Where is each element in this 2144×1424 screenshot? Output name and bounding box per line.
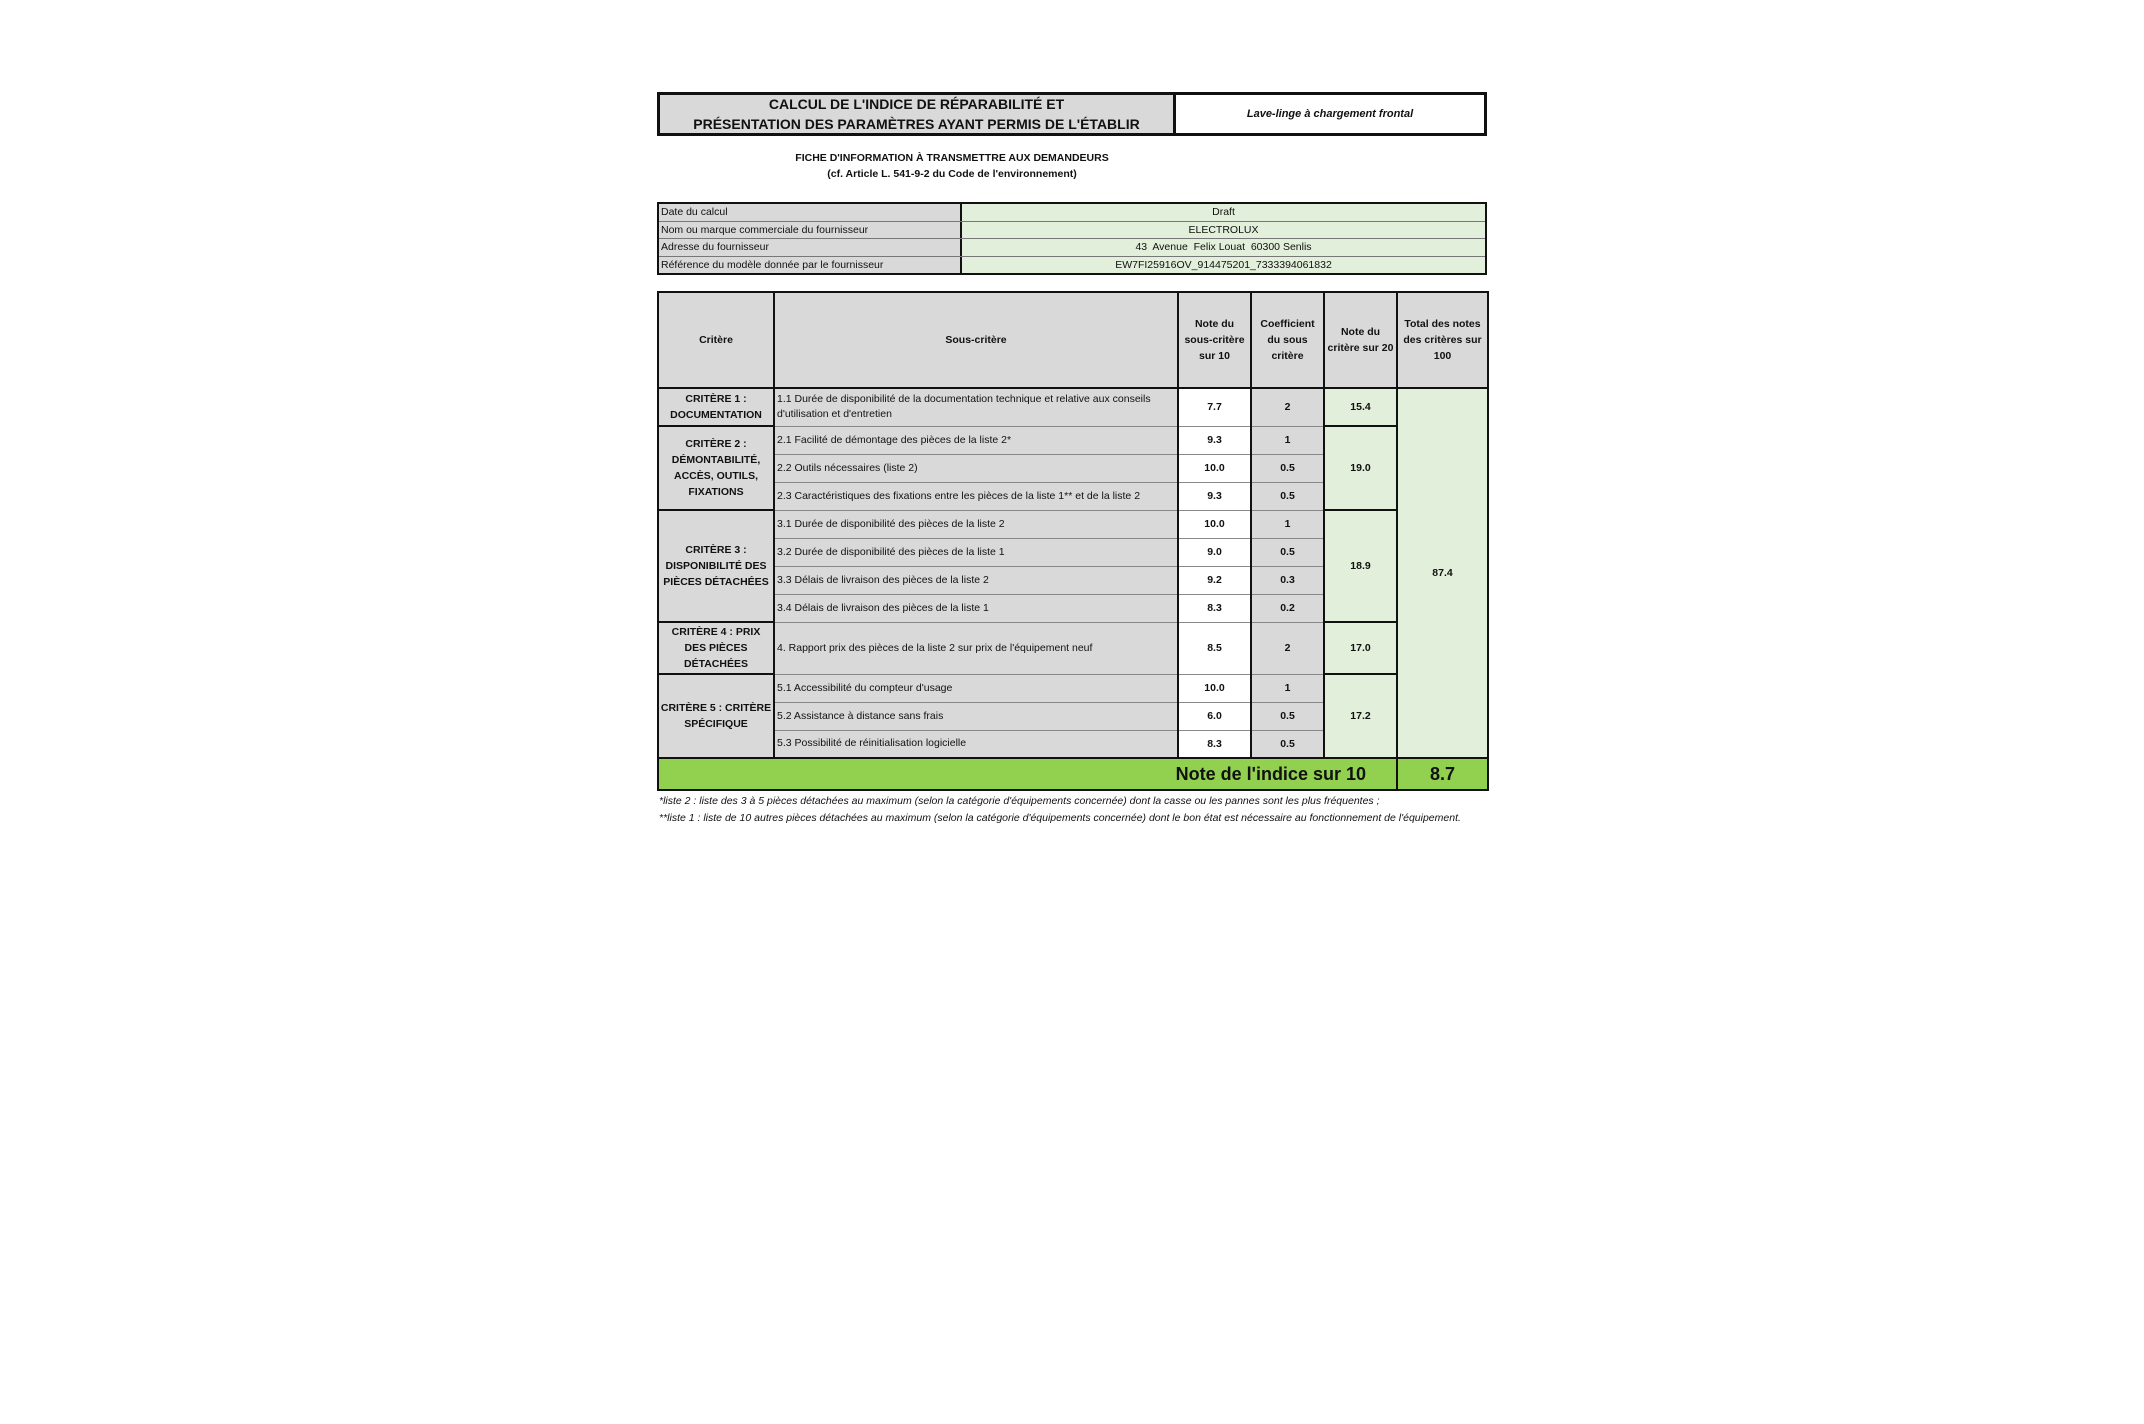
- title-line-2: PRÉSENTATION DES PARAMÈTRES AYANT PERMIS DE L'ÉTABLIR: [693, 116, 1140, 132]
- sub-criterion-note: 9.3: [1178, 482, 1251, 510]
- table-header-row: [658, 292, 1488, 388]
- sub-criterion-note: 9.2: [1178, 566, 1251, 594]
- info-row: [659, 204, 1485, 222]
- total-score: 87.4: [1397, 388, 1488, 758]
- sub-criterion-label: 3.3 Délais de livraison des pièces de la liste 2: [774, 566, 1178, 594]
- criterion-note: 17.0: [1324, 622, 1397, 674]
- criterion-name: CRITÈRE 4 : PRIX DES PIÈCES DÉTACHÉES: [658, 622, 774, 674]
- repairability-sheet: [657, 92, 1487, 826]
- final-score-label: Note de l'indice sur 10: [658, 758, 1397, 790]
- sub-criterion-label: 5.3 Possibilité de réinitialisation logicielle: [774, 730, 1178, 758]
- sub-criterion-coefficient: 0.5: [1251, 730, 1324, 758]
- supplier-info-table: [657, 202, 1487, 275]
- criterion-name: CRITÈRE 1 : DOCUMENTATION: [658, 388, 774, 426]
- sub-criterion-note: 8.3: [1178, 730, 1251, 758]
- criterion-note: 18.9: [1324, 510, 1397, 622]
- table-row: [658, 388, 1488, 426]
- criterion-name: CRITÈRE 2 : DÉMONTABILITÉ, ACCÈS, OUTILS, FIXATIONS: [658, 426, 774, 510]
- fiche-line-2: (cf. Article L. 541-9-2 du Code de l'environnement): [827, 168, 1077, 180]
- sub-criterion-coefficient: 0.5: [1251, 538, 1324, 566]
- table-row: [658, 510, 1488, 538]
- fiche-line-1: FICHE D'INFORMATION À TRANSMETTRE AUX DEMANDEURS: [795, 152, 1109, 164]
- criteria-table: [657, 291, 1489, 791]
- sub-criterion-note: 6.0: [1178, 702, 1251, 730]
- criterion-note: 19.0: [1324, 426, 1397, 510]
- sub-criterion-label: 2.2 Outils nécessaires (liste 2): [774, 454, 1178, 482]
- sub-criterion-note: 8.5: [1178, 622, 1251, 674]
- col-header-critere: Critère: [658, 292, 774, 388]
- sub-criterion-coefficient: 0.2: [1251, 594, 1324, 622]
- footnote-liste-1: **liste 1 : liste de 10 autres pièces détachées au maximum (selon la catégorie d'équipements concernée) dont le bon état est nécessaire au fonctionnement de l'équipement.: [659, 811, 1461, 824]
- sub-criterion-label: 3.1 Durée de disponibilité des pièces de la liste 2: [774, 510, 1178, 538]
- info-value: Draft: [962, 204, 1485, 221]
- sub-criterion-note: 7.7: [1178, 388, 1251, 426]
- sub-criterion-coefficient: 2: [1251, 388, 1324, 426]
- col-header-total: Total des notes des critères sur 100: [1397, 292, 1488, 388]
- info-label: Référence du modèle donnée par le fournisseur: [659, 257, 962, 274]
- title-line-1: CALCUL DE L'INDICE DE RÉPARABILITÉ ET: [768, 96, 1065, 112]
- sub-criterion-label: 2.1 Facilité de démontage des pièces de la liste 2*: [774, 426, 1178, 454]
- info-row: [659, 222, 1485, 240]
- sub-criterion-note: 9.0: [1178, 538, 1251, 566]
- sub-criterion-label: 5.2 Assistance à distance sans frais: [774, 702, 1178, 730]
- info-label: Date du calcul: [659, 204, 962, 221]
- footnote-liste-2: *liste 2 : liste des 3 à 5 pièces détachées au maximum (selon la catégorie d'équipements concernée) dont la casse ou les pannes sont les plus fréquentes ;: [659, 795, 1380, 807]
- sub-criterion-note: 10.0: [1178, 454, 1251, 482]
- criterion-note: 17.2: [1324, 674, 1397, 758]
- col-header-note-critere: Note du critère sur 20: [1324, 292, 1397, 388]
- info-label: Adresse du fournisseur: [659, 239, 962, 256]
- fiche-caption: [657, 150, 1247, 182]
- sub-criterion-note: 10.0: [1178, 510, 1251, 538]
- sheet-title: [660, 95, 1176, 133]
- info-row: [659, 257, 1485, 274]
- product-type: Lave-linge à chargement frontal: [1246, 108, 1414, 120]
- col-header-sous-critere: Sous-critère: [774, 292, 1178, 388]
- table-row: [658, 622, 1488, 674]
- sub-criterion-coefficient: 1: [1251, 674, 1324, 702]
- info-value: EW7FI25916OV_914475201_7333394061832: [962, 257, 1485, 274]
- final-score-value: 8.7: [1397, 758, 1488, 790]
- criterion-name: CRITÈRE 5 : CRITÈRE SPÉCIFIQUE: [658, 674, 774, 758]
- sub-criterion-coefficient: 0.5: [1251, 702, 1324, 730]
- info-value: ELECTROLUX: [962, 222, 1485, 239]
- sub-criterion-note: 9.3: [1178, 426, 1251, 454]
- info-row: [659, 239, 1485, 257]
- sub-criterion-label: 4. Rapport prix des pièces de la liste 2 sur prix de l'équipement neuf: [774, 622, 1178, 674]
- sub-criterion-coefficient: 2: [1251, 622, 1324, 674]
- col-header-coefficient: Coefficient du sous critère: [1251, 292, 1324, 388]
- sub-criterion-note: 10.0: [1178, 674, 1251, 702]
- sub-criterion-label: 2.3 Caractéristiques des fixations entre les pièces de la liste 1** et de la liste 2: [774, 482, 1178, 510]
- sub-criterion-coefficient: 0.3: [1251, 566, 1324, 594]
- sub-criterion-label: 3.4 Délais de livraison des pièces de la liste 1: [774, 594, 1178, 622]
- criterion-note: 15.4: [1324, 388, 1397, 426]
- table-row: [658, 426, 1488, 454]
- info-value: 43 Avenue Felix Louat 60300 Senlis: [962, 239, 1485, 256]
- criterion-name: CRITÈRE 3 : DISPONIBILITÉ DES PIÈCES DÉTACHÉES: [658, 510, 774, 622]
- sub-criterion-coefficient: 0.5: [1251, 482, 1324, 510]
- sub-criterion-label: 5.1 Accessibilité du compteur d'usage: [774, 674, 1178, 702]
- col-header-note-sous: Note du sous-critère sur 10: [1178, 292, 1251, 388]
- sub-criterion-coefficient: 1: [1251, 426, 1324, 454]
- sub-criterion-coefficient: 1: [1251, 510, 1324, 538]
- sub-criterion-label: 3.2 Durée de disponibilité des pièces de la liste 1: [774, 538, 1178, 566]
- info-label: Nom ou marque commerciale du fournisseur: [659, 222, 962, 239]
- footnotes: [657, 793, 1479, 826]
- sub-criterion-coefficient: 0.5: [1251, 454, 1324, 482]
- final-score-row: [658, 758, 1488, 790]
- sheet-header: [657, 92, 1487, 136]
- table-row: [658, 674, 1488, 702]
- sub-criterion-label: 1.1 Durée de disponibilité de la documentation technique et relative aux conseils d'utilisation et d'entretien: [774, 388, 1178, 426]
- sub-criterion-note: 8.3: [1178, 594, 1251, 622]
